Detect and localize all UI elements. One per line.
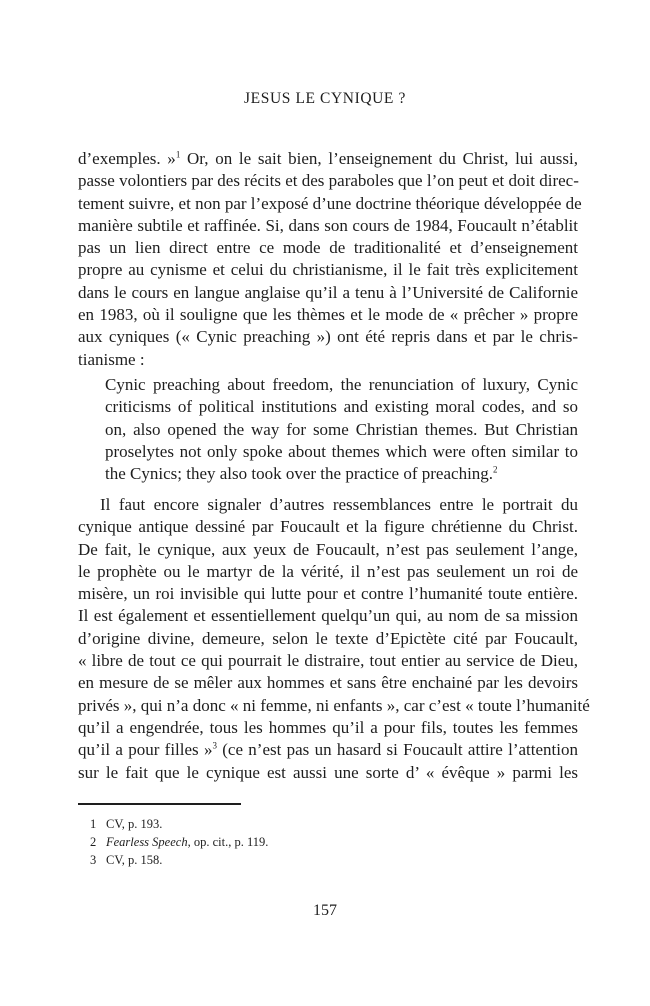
footnote-text: CV, p. 158. [106,853,163,867]
footnote-separator [78,803,241,805]
footnote-ref[interactable]: 2 [493,464,498,475]
text-line: tement suivre, et non par l’exposé d’une doctrine théorique développée de [78,193,582,213]
footnote-text: CV, p. 193. [106,817,163,831]
text-line: qu’il a pour filles »$^3$ (ce n’est pas un hasard si Foucault attire l’attention [78,740,578,760]
paragraph-2 [78,494,590,784]
text-line: en mesure de se mêler aux hommes et sans être enchainé par les devoirs [78,673,578,693]
footnote-number: 1 [90,817,97,831]
running-head: JESUS LE CYNIQUE ? [244,90,406,107]
text-line: le prophète ou le martyr de la vérité, il n’est pas seulement un roi de [78,561,578,581]
text-line: « libre de tout ce qui pourrait le distraire, tout entier au service de Dieu, [78,651,578,671]
text-line: misère, un roi invisible qui lutte pour et contre l’humanité toute entière. [78,584,578,604]
quote-line: the Cynics; they also took over the practice of preaching.$^2$ [105,464,498,484]
page-number: 157 [313,902,337,919]
footnote-text: , op. cit., p. 119. [187,835,269,849]
text-line: dans le cours en langue anglaise qu’il a tenu à l’Université de Californie [78,282,578,302]
text-line: privés », qui n’a donc « ni femme, ni enfants », car c’est « toute l’humanité [78,695,590,715]
footnote-ref[interactable]: 3 [212,740,217,751]
text-line: pas un lien direct entre ce mode de traditionalité et d’enseignement [78,238,578,258]
quote-line: criticisms of political institutions and existing moral codes, and so [105,397,578,417]
block-quote [105,374,578,485]
text-line: propre au cynisme et celui du christianisme, il le fait très explicitement [78,260,578,280]
text-line: d’origine divine, demeure, selon le texte d’Epictète cité par Foucault, [78,628,578,648]
text-line: Il est également et essentiellement quelqu’un qui, au nom de sa mission [78,606,578,626]
footnote-title: Fearless Speech [106,835,188,849]
footnote [90,851,268,869]
paragraph-1 [78,148,582,371]
footnote-number: 2 [90,835,97,849]
footnote-number: 3 [90,853,97,867]
quote-line: Cynic preaching about freedom, the renunciation of luxury, Cynic [105,375,578,394]
footnote [90,833,268,851]
text-line: qu’il a engendrée, tous les hommes qu’il a pour fils, toutes les femmes [78,717,578,737]
footnote-ref[interactable]: 1 [175,149,181,160]
text-line: sur le fait que le cynique est aussi une sorte d’ « évêque » parmi les [78,762,578,782]
footnotes [90,815,268,869]
quote-line: on, also opened the way for some Christian themes. But Christian [105,419,578,439]
footnote [90,815,268,833]
text-line: en 1983, où il souligne que les thèmes et le mode de « prêcher » propre [78,305,578,325]
text-line: Il faut encore signaler d’autres ressemblances entre le portrait du [100,495,578,514]
text-line: d’exemples. »$^1$ Or, on le sait bien, l’enseignement du Christ, lui aussi, [78,149,579,168]
text-line: aux cyniques (« Cynic preaching ») ont été repris dans et par le chris- [78,327,578,347]
text-line: cynique antique dessiné par Foucault et la figure chrétienne du Christ. [78,517,578,537]
text-line: De fait, le cynique, aux yeux de Foucault, n’est pas seulement l’ange, [78,539,578,559]
quote-line: proselytes not only spoke about themes which were often similar to [105,441,578,461]
text-line: tianisme : [78,349,145,369]
text-line: passe volontiers par des récits et des paraboles que l’on peut et doit direc- [78,171,579,191]
text-line: manière subtile et raffinée. Si, dans son cours de 1984, Foucault n’établit [78,215,578,235]
